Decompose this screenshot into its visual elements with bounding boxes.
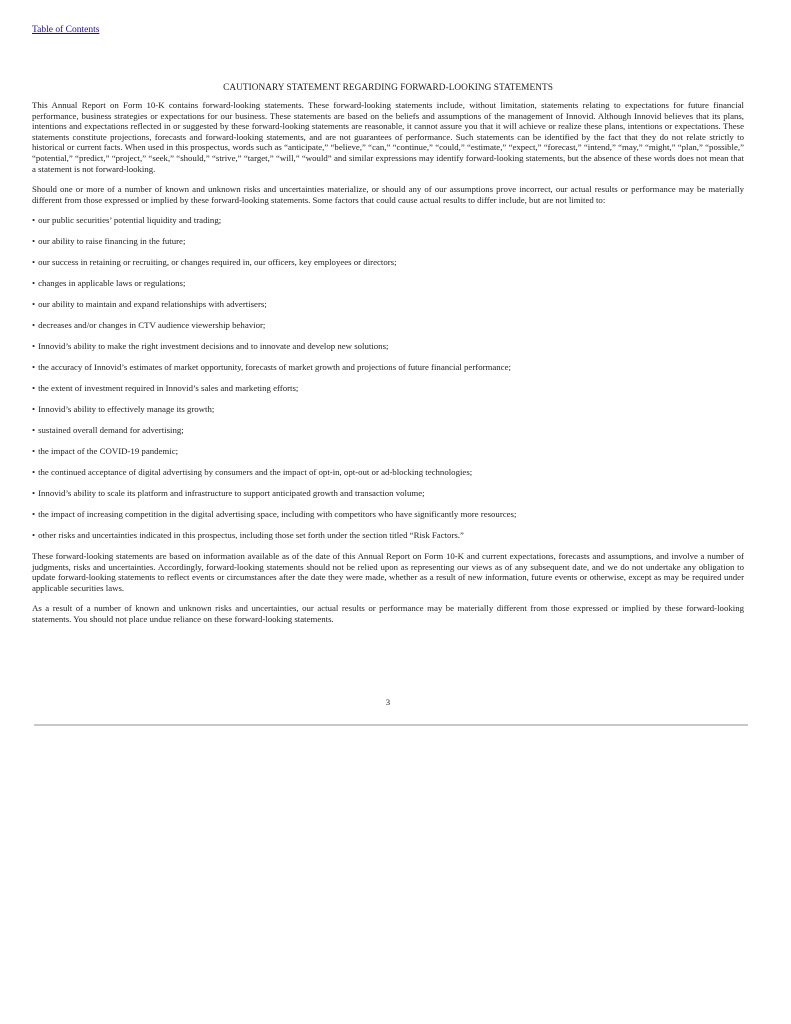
list-item <box>32 488 744 499</box>
list-item <box>32 299 744 310</box>
list-item <box>32 467 744 478</box>
list-item <box>32 341 744 352</box>
page-title: CAUTIONARY STATEMENT REGARDING FORWARD-LOOKING STATEMENTS <box>223 83 553 93</box>
intro-paragraph-1: This Annual Report on Form 10-K contains forward-looking statements. These forward-looking statements include, without limitation, statements relating to expectations for future financial performance, business strategies or expectations for our business. These statements are based on the beliefs and assumptions of the management of Innovid. Although Innovid believes that its plans, intentions and expectations reflected in or suggested by these forward-looking statements are reasonable, it cannot assure you that it will achieve or realize these plans, intentions or expectations. These statements constitute projections, forecasts and forward-looking statements, and are not guarantees of performance. Such statements can be identified by the fact that they do not relate strictly to historical or current facts. When used in this prospectus, words such as “anticipate,” “believe,” “can,” “continue,” “could,” “estimate,” “expect,” “forecast,” “intend,” “may,” “might,” “plan,” “possible,” “potential,” “predict,” “project,” “seek,” “should,” “strive,” “target,” “will,” “would” and similar expressions may identify forward-looking statements, but the absence of these words does not mean that a statement is not forward-looking. <box>32 100 744 174</box>
list-item <box>32 236 744 247</box>
list-item-text: Innovid’s ability to scale its platform and infrastructure to support anticipated growth and transaction volume; <box>38 488 425 499</box>
bullet-icon: • <box>32 278 36 289</box>
document-body <box>32 100 744 635</box>
outro-paragraph-2: As a result of a number of known and unknown risks and uncertainties, our actual results or performance may be materially different from those expressed or implied by these forward-looking statements. You should not place undue reliance on these forward-looking statements. <box>32 603 744 625</box>
bullet-icon: • <box>32 425 36 436</box>
list-item-text: our ability to maintain and expand relationships with advertisers; <box>38 299 267 310</box>
bullet-icon: • <box>32 509 36 520</box>
table-of-contents-link[interactable]: Table of Contents <box>32 25 100 35</box>
list-item <box>32 404 744 415</box>
list-item <box>32 530 744 541</box>
list-item <box>32 362 744 373</box>
list-item-text: our ability to raise financing in the future; <box>38 236 186 247</box>
list-item <box>32 383 744 394</box>
bullet-icon: • <box>32 446 36 457</box>
bullet-icon: • <box>32 362 36 373</box>
list-item <box>32 320 744 331</box>
page-number: 3 <box>385 697 391 707</box>
bullet-icon: • <box>32 320 36 331</box>
list-item-text: Innovid’s ability to effectively manage its growth; <box>38 404 215 415</box>
list-item-text: decreases and/or changes in CTV audience viewership behavior; <box>38 320 266 331</box>
bullet-icon: • <box>32 383 36 394</box>
list-item-text: our public securities’ potential liquidity and trading; <box>38 215 222 226</box>
list-item-text: our success in retaining or recruiting, or changes required in, our officers, key employees or directors; <box>38 257 397 268</box>
list-item-text: the accuracy of Innovid’s estimates of market opportunity, forecasts of market growth and projections of future financial performance; <box>38 362 511 373</box>
bullet-icon: • <box>32 488 36 499</box>
list-item <box>32 215 744 226</box>
list-item-text: sustained overall demand for advertising; <box>38 425 184 436</box>
list-item-text: changes in applicable laws or regulations; <box>38 278 186 289</box>
bullet-icon: • <box>32 404 36 415</box>
list-item-text: other risks and uncertainties indicated in this prospectus, including those set forth under the section titled “Risk Factors.” <box>38 530 464 541</box>
risk-factor-list <box>32 215 744 540</box>
outro-paragraph-1: These forward-looking statements are based on information available as of the date of this Annual Report on Form 10-K and current expectations, forecasts and assumptions, and involve a number of judgments, risks and uncertainties. Accordingly, forward-looking statements should not be relied upon as representing our views as of any subsequent date, and we do not undertake any obligation to update forward-looking statements to reflect events or circumstances after the date they were made, whether as a result of new information, future events or otherwise, except as may be required under applicable securities laws. <box>32 551 744 593</box>
bullet-icon: • <box>32 236 36 247</box>
list-item-text: the impact of the COVID-19 pandemic; <box>38 446 179 457</box>
list-item <box>32 509 744 520</box>
list-item-text: the impact of increasing competition in the digital advertising space, including with competitors who have significantly more resources; <box>38 509 517 520</box>
list-item <box>32 278 744 289</box>
bullet-icon: • <box>32 467 36 478</box>
bullet-icon: • <box>32 341 36 352</box>
bullet-icon: • <box>32 530 36 541</box>
bullet-icon: • <box>32 215 36 226</box>
bullet-icon: • <box>32 257 36 268</box>
list-item-text: the extent of investment required in Innovid’s sales and marketing efforts; <box>38 383 299 394</box>
page-divider <box>34 724 748 726</box>
list-item <box>32 425 744 436</box>
list-item-text: the continued acceptance of digital advertising by consumers and the impact of opt-in, opt-out or ad-blocking technologies; <box>38 467 473 478</box>
list-item <box>32 257 744 268</box>
list-item-text: Innovid’s ability to make the right investment decisions and to innovate and develop new solutions; <box>38 341 389 352</box>
list-item <box>32 446 744 457</box>
intro-paragraph-2: Should one or more of a number of known and unknown risks and uncertainties materialize, or should any of our assumptions prove incorrect, our actual results or performance may be materially different from those expressed or implied by these forward-looking statements. Some factors that could cause actual results to differ include, but are not limited to: <box>32 184 744 205</box>
bullet-icon: • <box>32 299 36 310</box>
